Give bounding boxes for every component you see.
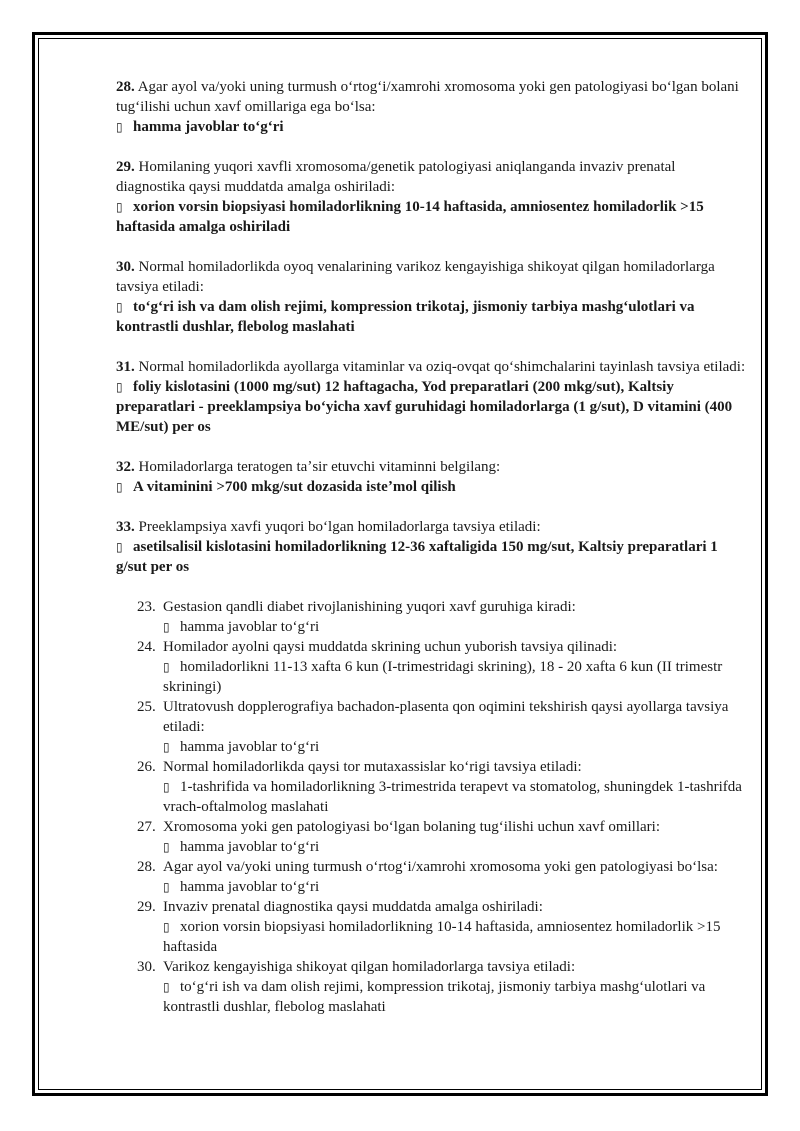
missing-glyph-box-icon: ▯ xyxy=(116,200,123,214)
question-block xyxy=(116,357,746,437)
missing-glyph-box-icon: ▯ xyxy=(163,880,170,894)
missing-glyph-box-icon: ▯ xyxy=(116,480,123,494)
list-item-text: Ultratovush dopplerografiya bachadon-plasenta qon oqimini tekshirish qaysi ayollarga tavsiya etiladi: xyxy=(163,699,729,735)
list-item-text: Varikoz kengayishiga shikoyat qilgan homiladorlarga tavsiya etiladi: xyxy=(163,959,576,975)
list-item xyxy=(116,857,746,897)
list-item-number: 30. xyxy=(137,959,156,975)
list-item xyxy=(116,897,746,957)
missing-glyph-box-icon: ▯ xyxy=(116,300,123,314)
list-item-answer: xorion vorsin biopsiyasi homiladorlikning 10-14 haftasida, amniosentez homiladorlik >15 haftasida xyxy=(163,919,721,955)
list-item-number: 26. xyxy=(137,759,156,775)
question-number: 30. xyxy=(116,259,135,275)
question-text: Preeklampsiya xavfi yuqori boʻlgan homiladorlarga tavsiya etiladi: xyxy=(138,519,541,535)
numbered-question-list xyxy=(116,597,746,1017)
list-item-number: 24. xyxy=(137,639,156,655)
question-text: Normal homiladorlikda ayollarga vitaminlar va oziq-ovqat qoʻshimchalarini tayinlash tavsiya etiladi: xyxy=(138,359,746,375)
list-item-number: 25. xyxy=(137,699,156,715)
answer xyxy=(116,197,746,237)
answer-text: hamma javoblar toʻgʻri xyxy=(133,119,284,135)
list-item-number: 28. xyxy=(137,859,156,875)
missing-glyph-box-icon: ▯ xyxy=(163,660,170,674)
list-item-answer: hamma javoblar toʻgʻri xyxy=(180,879,320,895)
list-item-answer: homiladorlikni 11-13 xafta 6 kun (I-trimestridagi skrining), 18 - 20 xafta 6 kun (II trimestr skriningi) xyxy=(163,659,723,695)
answer-text: A vitaminini >700 mkg/sut dozasida isteʼmol qilish xyxy=(133,479,456,495)
list-item-answer: hamma javoblar toʻgʻri xyxy=(180,739,320,755)
list-item-number: 23. xyxy=(137,599,156,615)
list-item-number: 29. xyxy=(137,899,156,915)
question-number: 33. xyxy=(116,519,135,535)
question-number: 31. xyxy=(116,359,135,375)
answer-text: xorion vorsin biopsiyasi homiladorlikning 10-14 haftasida, amniosentez homiladorlik >15 haftasida amalga oshiriladi xyxy=(116,199,704,235)
answer xyxy=(116,377,746,437)
list-item-text: Xromosoma yoki gen patologiyasi boʻlgan bolaning tugʻilishi uchun xavf omillari: xyxy=(163,819,661,835)
list-item xyxy=(116,757,746,817)
missing-glyph-box-icon: ▯ xyxy=(163,620,170,634)
missing-glyph-box-icon: ▯ xyxy=(163,980,170,994)
list-item xyxy=(116,697,746,757)
question-block xyxy=(116,157,746,237)
missing-glyph-box-icon: ▯ xyxy=(163,840,170,854)
question-text: Normal homiladorlikda oyoq venalarining varikoz kengayishiga shikoyat qilgan homiladorlarga tavsiya etiladi: xyxy=(116,259,715,295)
answer-text: asetilsalisil kislotasini homiladorlikning 12-36 xaftaligida 150 mg/sut, Kaltsiy preparatlari 1 g/sut per os xyxy=(116,539,718,575)
list-item xyxy=(116,817,746,857)
list-item-answer: hamma javoblar toʻgʻri xyxy=(180,619,320,635)
list-item xyxy=(116,957,746,1017)
question-block xyxy=(116,457,746,497)
question-text: Agar ayol va/yoki uning turmush oʻrtogʻi/xamrohi xromosoma yoki gen patologiyasi boʻlgan bolani tugʻilishi uchun xavf omillariga ega boʻlsa: xyxy=(116,79,739,115)
question-text: Homiladorlarga teratogen taʼsir etuvchi vitaminni belgilang: xyxy=(138,459,501,475)
question-text: Homilaning yuqori xavfli xromosoma/genetik patologiyasi aniqlanganda invaziv prenatal diagnostika qaysi muddatda amalga oshiriladi: xyxy=(116,159,676,195)
answer xyxy=(116,537,746,577)
question-number: 29. xyxy=(116,159,135,175)
question-block xyxy=(116,257,746,337)
answer xyxy=(116,117,746,137)
missing-glyph-box-icon: ▯ xyxy=(163,920,170,934)
question-block xyxy=(116,77,746,137)
list-item-text: Gestasion qandli diabet rivojlanishining yuqori xavf guruhiga kiradi: xyxy=(163,599,576,615)
answer-text: foliy kislotasini (1000 mg/sut) 12 haftagacha, Yod preparatlari (200 mkg/sut), Kaltsiy preparatlari - preeklampsiya boʻyicha xavf guruhidagi homiladorlarga (1 g/sut), D vitamini (400 ME/sut) per os xyxy=(116,379,733,435)
missing-glyph-box-icon: ▯ xyxy=(116,540,123,554)
list-item xyxy=(116,597,746,637)
question-block xyxy=(116,517,746,577)
list-item-answer: 1-tashrifida va homiladorlikning 3-trimestrida terapevt va stomatolog, shuningdek 1-tashrifda vrach-oftalmolog maslahati xyxy=(163,779,742,815)
missing-glyph-box-icon: ▯ xyxy=(163,780,170,794)
answer-text: toʻgʻri ish va dam olish rejimi, kompression trikotaj, jismoniy tarbiya mashgʻulotlari va kontrastli dushlar, flebolog maslahati xyxy=(116,299,695,335)
list-item-answer: toʻgʻri ish va dam olish rejimi, kompression trikotaj, jismoniy tarbiya mashgʻulotlari va kontrastli dushlar, flebolog maslahati xyxy=(163,979,706,1015)
question-number: 32. xyxy=(116,459,135,475)
list-item-text: Homilador ayolni qaysi muddatda skrining uchun yuborish tavsiya qilinadi: xyxy=(163,639,618,655)
missing-glyph-box-icon: ▯ xyxy=(163,740,170,754)
list-item-answer: hamma javoblar toʻgʻri xyxy=(180,839,320,855)
question-number: 28. xyxy=(116,79,135,95)
list-item-text: Normal homiladorlikda qaysi tor mutaxassislar koʻrigi tavsiya etiladi: xyxy=(163,759,582,775)
answer xyxy=(116,477,746,497)
list-item-text: Invaziv prenatal diagnostika qaysi muddatda amalga oshiriladi: xyxy=(163,899,543,915)
list-item xyxy=(116,637,746,697)
document-body xyxy=(116,77,746,1017)
list-item-text: Agar ayol va/yoki uning turmush oʻrtogʻi/xamrohi xromosoma yoki gen patologiyasi boʻlsa: xyxy=(163,859,718,875)
list-item-number: 27. xyxy=(137,819,156,835)
answer xyxy=(116,297,746,337)
missing-glyph-box-icon: ▯ xyxy=(116,120,123,134)
missing-glyph-box-icon: ▯ xyxy=(116,380,123,394)
